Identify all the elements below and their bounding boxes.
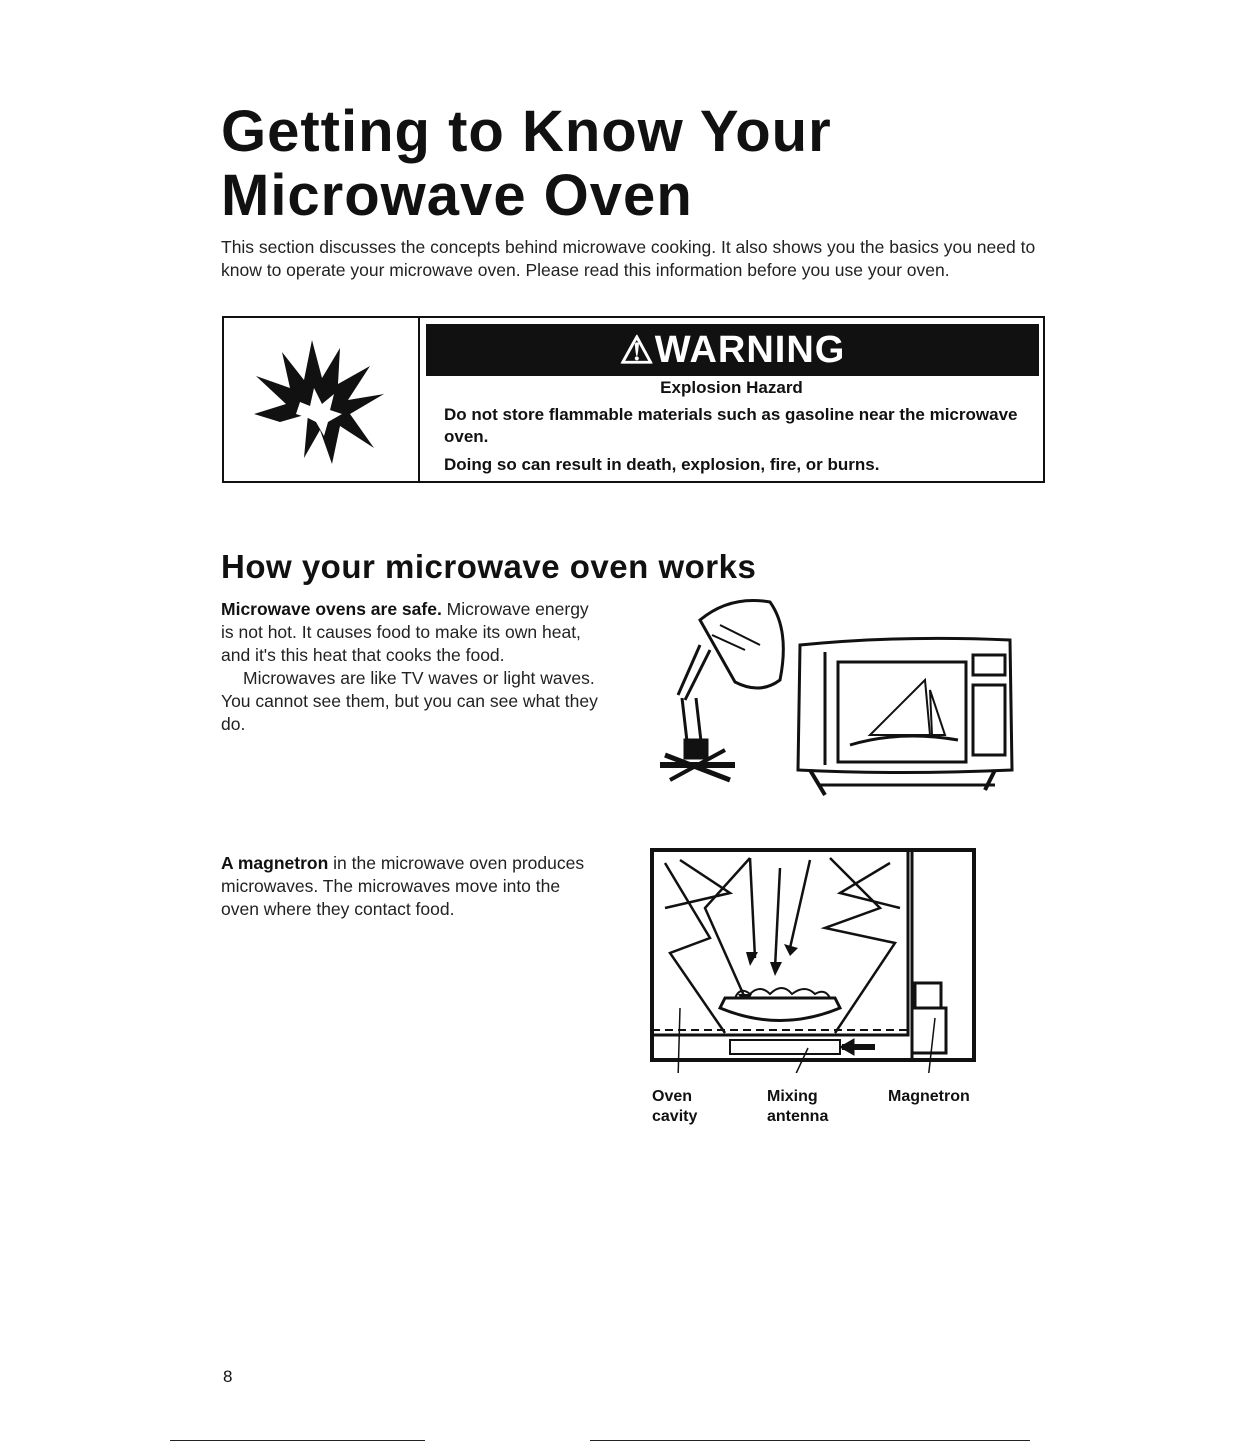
paragraph-safe xyxy=(221,598,601,736)
label-mixing-antenna xyxy=(767,1087,828,1127)
page-title-line2: Microwave Oven xyxy=(221,163,693,228)
oven-outer-frame xyxy=(652,850,974,1060)
bottom-rule-right xyxy=(590,1440,1030,1441)
mixing-antenna-icon xyxy=(730,1040,840,1054)
magnetron-icon xyxy=(915,983,941,1008)
label-mixing-antenna-line1: Mixing xyxy=(767,1088,818,1105)
lamp-and-tv-illustration xyxy=(640,590,1030,805)
explosion-icon xyxy=(224,318,418,481)
paragraph-magnetron-text: in the microwave oven produces microwaves. The microwaves move into the oven where they contact food. xyxy=(221,853,585,919)
paragraph-waves-text: Microwaves are like TV waves or light waves. You cannot see them, but you can see what they do. xyxy=(221,668,598,734)
warning-line-1: Do not store flammable materials such as gasoline near the microwave oven. xyxy=(444,405,1018,446)
section-heading: How your microwave oven works xyxy=(221,548,757,585)
paragraph-magnetron xyxy=(221,852,601,921)
warning-icon-cell xyxy=(224,318,420,481)
paragraph-safe-lead: Microwave ovens are safe. xyxy=(221,599,442,619)
paragraph-magnetron-lead: A magnetron xyxy=(221,853,329,873)
label-oven-cavity-line1: Oven xyxy=(652,1088,693,1105)
page-title xyxy=(221,100,832,228)
label-mixing-antenna-line2: antenna xyxy=(767,1108,829,1125)
lamp-icon xyxy=(660,600,783,780)
label-magnetron: Magnetron xyxy=(888,1088,970,1105)
food-dish-icon xyxy=(720,998,840,1021)
intro-paragraph: This section discusses the concepts behind microwave cooking. It also shows you the basics you need to know to operate your microwave oven. Please read this information before you use your oven. xyxy=(221,237,1036,280)
warning-header xyxy=(426,324,1039,376)
bottom-rule-left xyxy=(170,1440,425,1441)
page-title-line1: Getting to Know Your xyxy=(221,99,832,164)
label-oven-cavity xyxy=(652,1087,697,1127)
warning-subtitle: Explosion Hazard xyxy=(660,378,803,397)
warning-line-2: Doing so can result in death, explosion, fire, or burns. xyxy=(444,455,880,474)
paragraph-safe-text: Microwave energy is not hot. It causes food to make its own heat, and it's this heat that cooks the food. xyxy=(221,599,589,665)
television-icon xyxy=(798,638,1012,795)
page-number: 8 xyxy=(223,1367,233,1386)
label-oven-cavity-line2: cavity xyxy=(652,1108,698,1125)
microwave-cross-section-illustration xyxy=(650,848,980,1073)
warning-title: WARNING xyxy=(654,328,846,371)
warning-box xyxy=(222,316,1045,483)
warning-symbol-icon: ⚠ xyxy=(619,329,655,372)
